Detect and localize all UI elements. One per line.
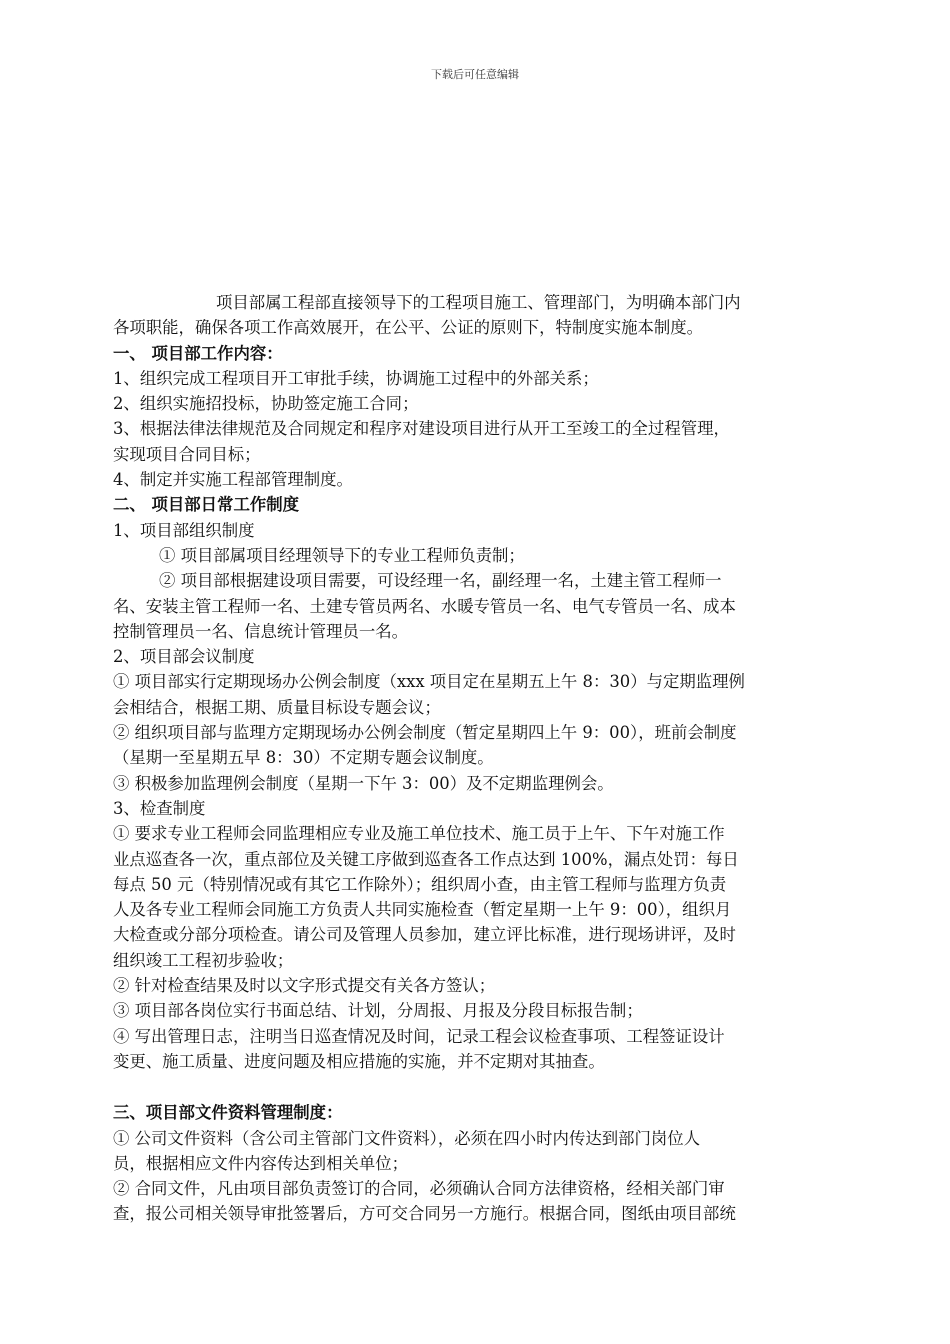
- section-1-line: 2、组织实施招投标，协助签定施工合同；: [113, 394, 419, 414]
- org-system-title: 1、项目部组织制度: [113, 520, 255, 540]
- section-3-title: 三、项目部文件资料管理制度：: [113, 1103, 343, 1123]
- section-3-line: ② 合同文件，凡由项目部负责签订的合同，必须确认合同方法律资格，经相关部门审: [113, 1179, 725, 1199]
- section-1-title: 一、 项目部工作内容：: [113, 343, 283, 363]
- section-2-title: 二、 项目部日常工作制度: [113, 495, 300, 515]
- org-item-1: ① 项目部属项目经理领导下的专业工程师负责制；: [159, 545, 525, 565]
- meeting-line: ② 组织项目部与监理方定期现场办公例会制度（暂定星期四上午 9：00），班前会制度: [113, 723, 737, 743]
- meeting-line: （星期一至星期五早 8：30）不定期专题会议制度。: [113, 748, 494, 768]
- org-item-2-line: ② 项目部根据建设项目需要，可设经理一名，副经理一名，土建主管工程师一: [159, 571, 722, 591]
- check-line: 人及各专业工程师会同施工方负责人共同实施检查（暂定星期一上午 9：00），组织月: [113, 900, 732, 920]
- check-line: 大检查或分部分项检查。请公司及管理人员参加，建立评比标准，进行现场讲评，及时: [113, 925, 736, 945]
- section-3-line: 员，根据相应文件内容传达到相关单位；: [113, 1153, 409, 1173]
- check-line: 业点巡查各一次，重点部位及关键工序做到巡查各工作点达到 100%，漏点处罚：每日: [113, 849, 739, 869]
- check-line: 组织竣工工程初步验收；: [113, 950, 294, 970]
- check-line: ① 要求专业工程师会同监理相应专业及施工单位技术、施工员于上午、下午对施工作: [113, 824, 725, 844]
- check-line: 变更、施工质量、进度问题及相应措施的实施，并不定期对其抽查。: [113, 1051, 605, 1071]
- page-header: 下载后可任意编辑: [431, 68, 519, 81]
- document-body: [113, 290, 843, 1227]
- meeting-line: ③ 积极参加监理例会制度（星期一下午 3：00）及不定期监理例会。: [113, 773, 614, 793]
- section-3-line: 查，报公司相关领导审批签署后，方可交合同另一方施行。根据合同，图纸由项目部统: [113, 1204, 736, 1224]
- org-item-2-line: 控制管理员一名、信息统计管理员一名。: [113, 621, 409, 641]
- meeting-line: 会相结合，根据工期、质量目标设专题会议；: [113, 697, 441, 717]
- org-item-2-line: 名、安装主管工程师一名、土建专管员两名、水暖专管员一名、电气专管员一名、成本: [113, 596, 736, 616]
- intro-line: 项目部属工程部直接领导下的工程项目施工、管理部门，为明确本部门内: [216, 293, 741, 312]
- check-line: 每点 50 元（特别情况或有其它工作除外）；组织周小查，由主管工程师与监理方负责: [113, 874, 727, 894]
- intro-line: 各项职能，确保各项工作高效展开，在公平、公证的原则下，特制度实施本制度。: [113, 318, 704, 338]
- check-line: ④ 写出管理日志，注明当日巡查情况及时间，记录工程会议检查事项、工程签证设计: [113, 1026, 725, 1046]
- section-3-line: ① 公司文件资料（含公司主管部门文件资料），必须在四小时内传达到部门岗位人: [113, 1128, 701, 1148]
- check-line: ② 针对检查结果及时以文字形式提交有关各方签认；: [113, 976, 496, 996]
- check-system-title: 3、检查制度: [113, 798, 206, 818]
- check-line: ③ 项目部各岗位实行书面总结、计划，分周报、月报及分段目标报告制；: [113, 1001, 643, 1021]
- section-1-line: 4、制定并实施工程部管理制度。: [113, 470, 353, 490]
- section-1-line: 实现项目合同目标；: [113, 444, 261, 464]
- section-1-line: 3、根据法律法律规范及合同规定和程序对建设项目进行从开工至竣工的全过程管理，: [113, 419, 730, 439]
- meeting-line: ① 项目部实行定期现场办公例会制度（xxx 项目定在星期五上午 8：30）与定期监理例: [113, 672, 745, 692]
- meeting-system-title: 2、项目部会议制度: [113, 647, 255, 667]
- blank-line: [113, 1074, 843, 1100]
- section-1-line: 1、组织完成工程项目开工审批手续，协调施工过程中的外部关系；: [113, 368, 599, 388]
